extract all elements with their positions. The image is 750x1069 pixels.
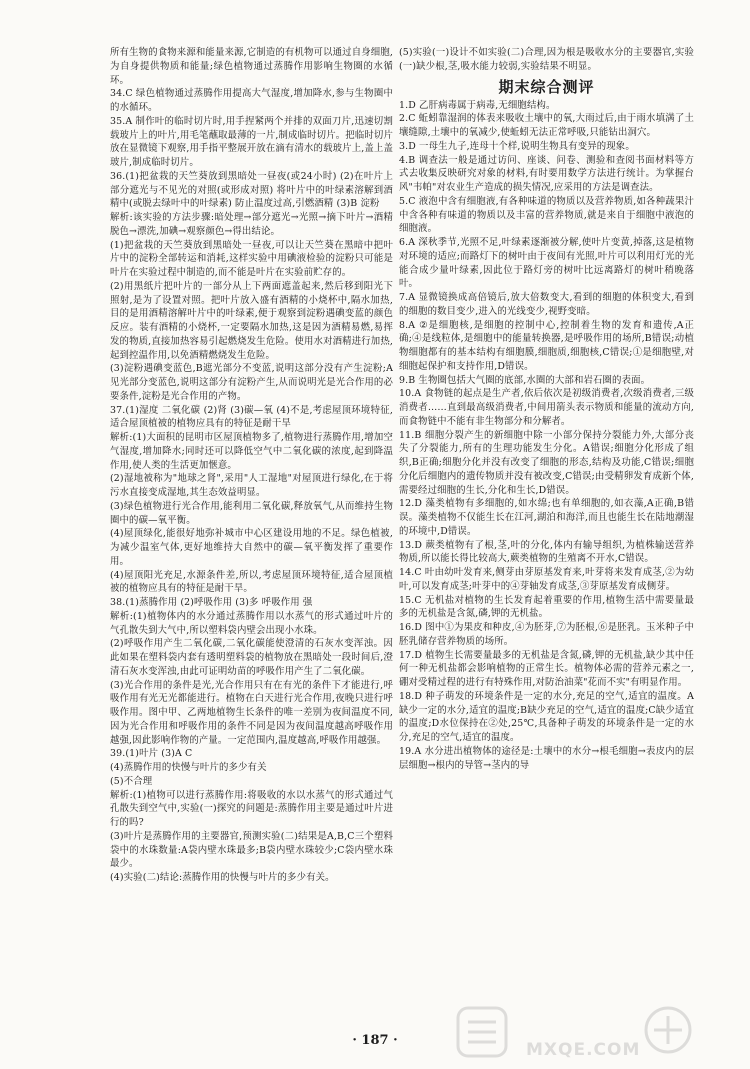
answer-item: 7.A 显微镜换成高倍镜后,放大倍数变大,看到的细胞的体积变大,看到的细胞的数目变少,进入的光线变少,视野变暗。 (399, 292, 694, 317)
answer-item: 8.A ②是细胞核,是细胞的控制中心,控制着生物的发育和遗传,A正确;④是线粒体,是细胞中的能量转换器,是呼吸作用的场所,B错误;动植物细胞都有的基本结构有细胞膜,细胞质,细胞核,C错误;①是细胞壁,对细胞起保护和支持作用,D错误。 (399, 319, 694, 372)
answer-paragraph: (5)不合理 (110, 775, 153, 787)
answer-paragraph: (2)呼吸作用产生二氧化碳,二氧化碳能使澄清的石灰水变浑浊。因此如果在塑料袋内套有透明塑料袋的植物放在黑暗处一段时间后,澄清石灰水变浑浊,由此可证明幼苗的呼吸作用产生了二氧化碳。 (110, 638, 393, 677)
answer-item: 5.C 液泡中含有细胞液,有各种味道的物质以及营养物质,如各种蔬果汁中含各种有味道的物质以及丰富的营养物质,就是来自于细胞中液泡的细胞液。 (399, 195, 694, 235)
answer-item: 13.D 蕨类植物有了根,茎,叶的分化,体内有输导组织,为植株输送营养物质,所以能长得比较高大,蕨类植物的生殖离不开水,C错误。 (399, 539, 694, 565)
answer-paragraph: (3)叶片是蒸腾作用的主要器官,预测实验(二)结果是A,B,C三个塑料袋中的水珠数量:A袋内壁水珠最多;B袋内壁水珠较少;C袋内壁水珠最少。 (110, 830, 393, 870)
answer-item: 6.A 深秋季节,光照不足,叶绿素逐渐被分解,使叶片变黄,掉落,这是植物对环境的适应;而路灯下的树叶由于夜间有光照,叶片可以利用灯光的光能合成少量叶绿素,因此位于路灯旁的树叶比远离路灯的树叶稍晚落叶。 (399, 237, 694, 290)
answer-paragraph: 解析:(1)植物可以进行蒸腾作用:将吸收的水以水蒸气的形式通过气孔散失到空气中,实验(一)探究的问题是:蒸腾作用主要是通过叶片进行的吗? (110, 789, 393, 828)
answer-paragraph: (5)实验(一)设计不如实验(二)合理,因为根是吸收水分的主要器官,实验(一)缺少根,茎,吸水能力较弱,实验结果不明显。 (399, 47, 694, 72)
answer-paragraph: 38.(1)蒸腾作用 (2)呼吸作用 (3)多 呼吸作用 强 (110, 597, 313, 608)
answer-paragraph: 39.(1)叶片 (3)A C (110, 748, 193, 760)
answer-paragraph: 34.C 绿色植物通过蒸腾作用提高大气湿度,增加降水,参与生物圈中的水循环。 (110, 88, 393, 113)
answer-paragraph: (4)蒸腾作用的快慢与叶片的多少有关 (110, 762, 267, 773)
answer-list (399, 99, 694, 773)
answer-paragraph: (1)把盆栽的天竺葵放到黑暗处一昼夜,可以让天竺葵在黑暗中把叶片中的淀粉全部转运和消耗,这样实验中用碘液检验的淀粉只可能是叶片在实验过程中制造的,而不能是叶片在实验前贮存的。 (110, 239, 393, 278)
right-column (399, 46, 694, 772)
left-column (110, 46, 393, 885)
answer-item: 17.D 植物生长需要量最多的无机盐是含氮,磷,钾的无机盐,缺少其中任何一种无机盐都会影响植物的正常生长。植物体必需的营养元素之一,硼对受精过程的进行有特殊作用,对防治油菜"花而不实"有明显作用。 (399, 649, 694, 688)
answer-paragraph: 35.A 制作叶的临时切片时,用手捏紧两个并排的双面刀片,迅速切割载玻片上的叶片,用毛笔蘸取最薄的一片,制成临时切片。把临时切片放在显微镜下观察,用手指平整展开放在滴有清水的载玻片上,盖上盖玻片,制成临时切片。 (110, 115, 393, 168)
answer-paragraph: (3)光合作用的条件是光,光合作用只有在有光的条件下才能进行,呼吸作用有光无光都能进行。植物在白天进行光合作用,夜晚只进行呼吸作用。图中甲、乙两地植物生长条件的唯一差别为夜间温度不同,因为光合作用和呼吸作用的条件不同是因为夜间温度越高呼吸作用越强,因此影响作物的产量。一定范围内,温度越高,呼吸作用越强。 (110, 679, 393, 746)
answer-paragraph: 36.(1)把盆栽的天竺葵放到黑暗处一昼夜(或24小时) (2)在叶片上部分遮光与不见光的对照(或形成对照) 将叶片中的叶绿素溶解到酒精中(或脱去绿叶中的叶绿素) 防止温度过高,引燃酒精 (3)B 淀粉 (110, 170, 393, 210)
answer-item: 19.A 水分进出植物体的途径是:土壤中的水分→根毛细胞→表皮内的层层细胞→根内的导管→茎内的导 (399, 745, 694, 771)
answer-paragraph: (4)实验(二)结论:蒸腾作用的快慢与叶片的多少有关。 (110, 872, 335, 883)
answer-paragraph: (4)屋顶绿化,能很好地弥补城市中心区建设用地的不足。绿色植被,为减少温室气体,更好地维持大自然中的碳—氧平衡发挥了重要作用。 (110, 528, 393, 567)
section-title: 期末综合测评 (498, 77, 595, 96)
answer-item: 2.C 蚯蚓靠湿润的体表来吸收土壤中的氧,大雨过后,由于雨水填满了土壤缝隙,土壤中的氧减少,使蚯蚓无法正常呼吸,只能钻出洞穴。 (399, 113, 694, 138)
answer-item: 4.B 调查法一般是通过访问、座谈、问卷、测验和查阅书面材料等方式去收集反映研究对象的材料,有时要用数学方法进行统计。为掌握台风"韦帕"对农业生产造成的损失情况,应采用的方法是调查法。 (399, 154, 694, 193)
answer-item: 9.B 生物圈包括大气圈的底部,水圈的大部和岩石圈的表面。 (399, 374, 651, 386)
right-column-continuation (399, 46, 694, 74)
answer-paragraph: 解析:该实验的方法步骤:暗处理→部分遮光→光照→摘下叶片→酒精脱色→漂洗,加碘→观察颜色→得出结论。 (110, 212, 393, 237)
answer-item: 16.D 图中①为果皮和种皮,④为胚芽,⑦为胚根,⑥是胚乳。玉米种子中胚乳储存营养物质的场所。 (399, 622, 694, 647)
answer-paragraph: (3)淀粉遇碘变蓝色,B遮光部分不变蓝,说明这部分没有产生淀粉;A见光部分变蓝色,说明这部分有淀粉产生,从而说明光是光合作用的必要条件,淀粉是光合作用的产物。 (110, 363, 393, 402)
answer-item: 11.B 细胞分裂产生的新细胞中除一小部分保持分裂能力外,大部分丧失了分裂能力,所有的生理功能发生分化。A错误;细胞分化形成了组织,B正确;细胞分化并没有改变了细胞的形态,结构及功能,C错误;细胞分化后细胞内的遗传物质并没有被改变,C错误;由受精卵发育成新个体,需要经过细胞的生长,分化和生长,D错误。 (399, 429, 694, 496)
answer-paragraph: 37.(1)湿度 二氧化碳 (2)肾 (3)碳—氧 (4)不是,考虑屋顶环境特征,适合屋顶植被的植物应具有的特征是耐干旱 (110, 404, 393, 430)
answer-item: 10.A 食物链的起点是生产者,依后依次是初级消费者,次级消费者,三级消费者……直到最高级消费者,中间用箭头表示物质和能量的流动方向,而食物链中不能有非生物部分和分解者。 (399, 388, 694, 427)
answer-paragraph: 解析:(1)植物体内的水分通过蒸腾作用以水蒸气的形式通过叶片的气孔散失到大气中,所以塑料袋内壁会出现小水珠。 (110, 610, 393, 636)
answer-item: 18.D 种子萌发的环境条件是一定的水分,充足的空气,适宜的温度。A缺少一定的水分,适宜的温度;B缺少充足的空气,适宜的温度;C缺少适宜的温度;D水位保持在②处,25℃,具备种子萌发的环境条件是一定的水分,充足的空气,适宜的温度。 (399, 690, 694, 743)
answer-paragraph: 解析:(1)大面积的昆明市区屋顶植物多了,植物进行蒸腾作用,增加空气湿度,增加降水;同时还可以降低空气中二氧化碳的浓度,起到降温作用,使人类的生活更加惬意。 (110, 432, 393, 471)
watermark-text: MXQE.COM (526, 1040, 641, 1060)
page-number: · 187 · (352, 1033, 398, 1048)
answer-paragraph: (2)湿地被称为"地球之肾",采用"人工湿地"对屋顶进行绿化,在于将污水直接变成湿地,其生态效益明显。 (110, 473, 393, 498)
answer-item: 14.C 叶由幼叶发育来,侧芽由芽原基发育来,叶芽将来发育成茎,②为幼叶,可以发育成茎;叶芽中的④芽轴发育成茎,③芽原基发育成侧芽。 (399, 567, 694, 592)
answer-paragraph: 所有生物的食物来源和能量来源,它制造的有机物可以通过自身细胞,为自身提供物质和能量;绿色植物通过蒸腾作用影响生物圈的水循环。 (110, 47, 393, 86)
answer-item: 3.D 一母生九子,连母十个样,说明生物具有变异的现象。 (399, 140, 635, 152)
answer-item: 1.D 乙肝病毒属于病毒,无细胞结构。 (399, 99, 556, 111)
answer-item: 15.C 无机盐对植物的生长发育起着重要的作用,植物生活中需要量最多的无机盐是含氮,磷,钾的无机盐。 (399, 594, 694, 620)
answer-item: 12.D 藻类植物有多细胞的,如水绵;也有单细胞的,如衣藻,A正确,B错误。藻类植物不仅能生长在江河,湖泊和海洋,而且也能生长在陆地潮湿的环境中,D错误。 (399, 498, 694, 537)
answer-paragraph: (4)屋顶阳光充足,水源条件差,所以,考虑屋顶环境特征,适合屋顶植被的植物应具有的特征是耐干旱。 (110, 569, 393, 595)
answer-paragraph: (3)绿色植物进行光合作用,能利用二氧化碳,释放氧气,从而维持生物圈中的碳—氧平衡。 (110, 500, 393, 526)
answer-paragraph: (2)用黑纸片把叶片的一部分从上下两面遮盖起来,然后移到阳光下照射,是为了设置对照。把叶片放入盛有酒精的小烧杯中,隔水加热,目的是用酒精溶解叶片中的叶绿素,便于观察到淀粉遇碘变蓝的颜色反应。装有酒精的小烧杯,一定要隔水加热,这是因为酒精易燃,易挥发的物质,直接加热容易引起燃烧发生危险。使用水对酒精进行加热,起到控温作用,以免酒精燃烧发生危险。 (110, 280, 393, 361)
